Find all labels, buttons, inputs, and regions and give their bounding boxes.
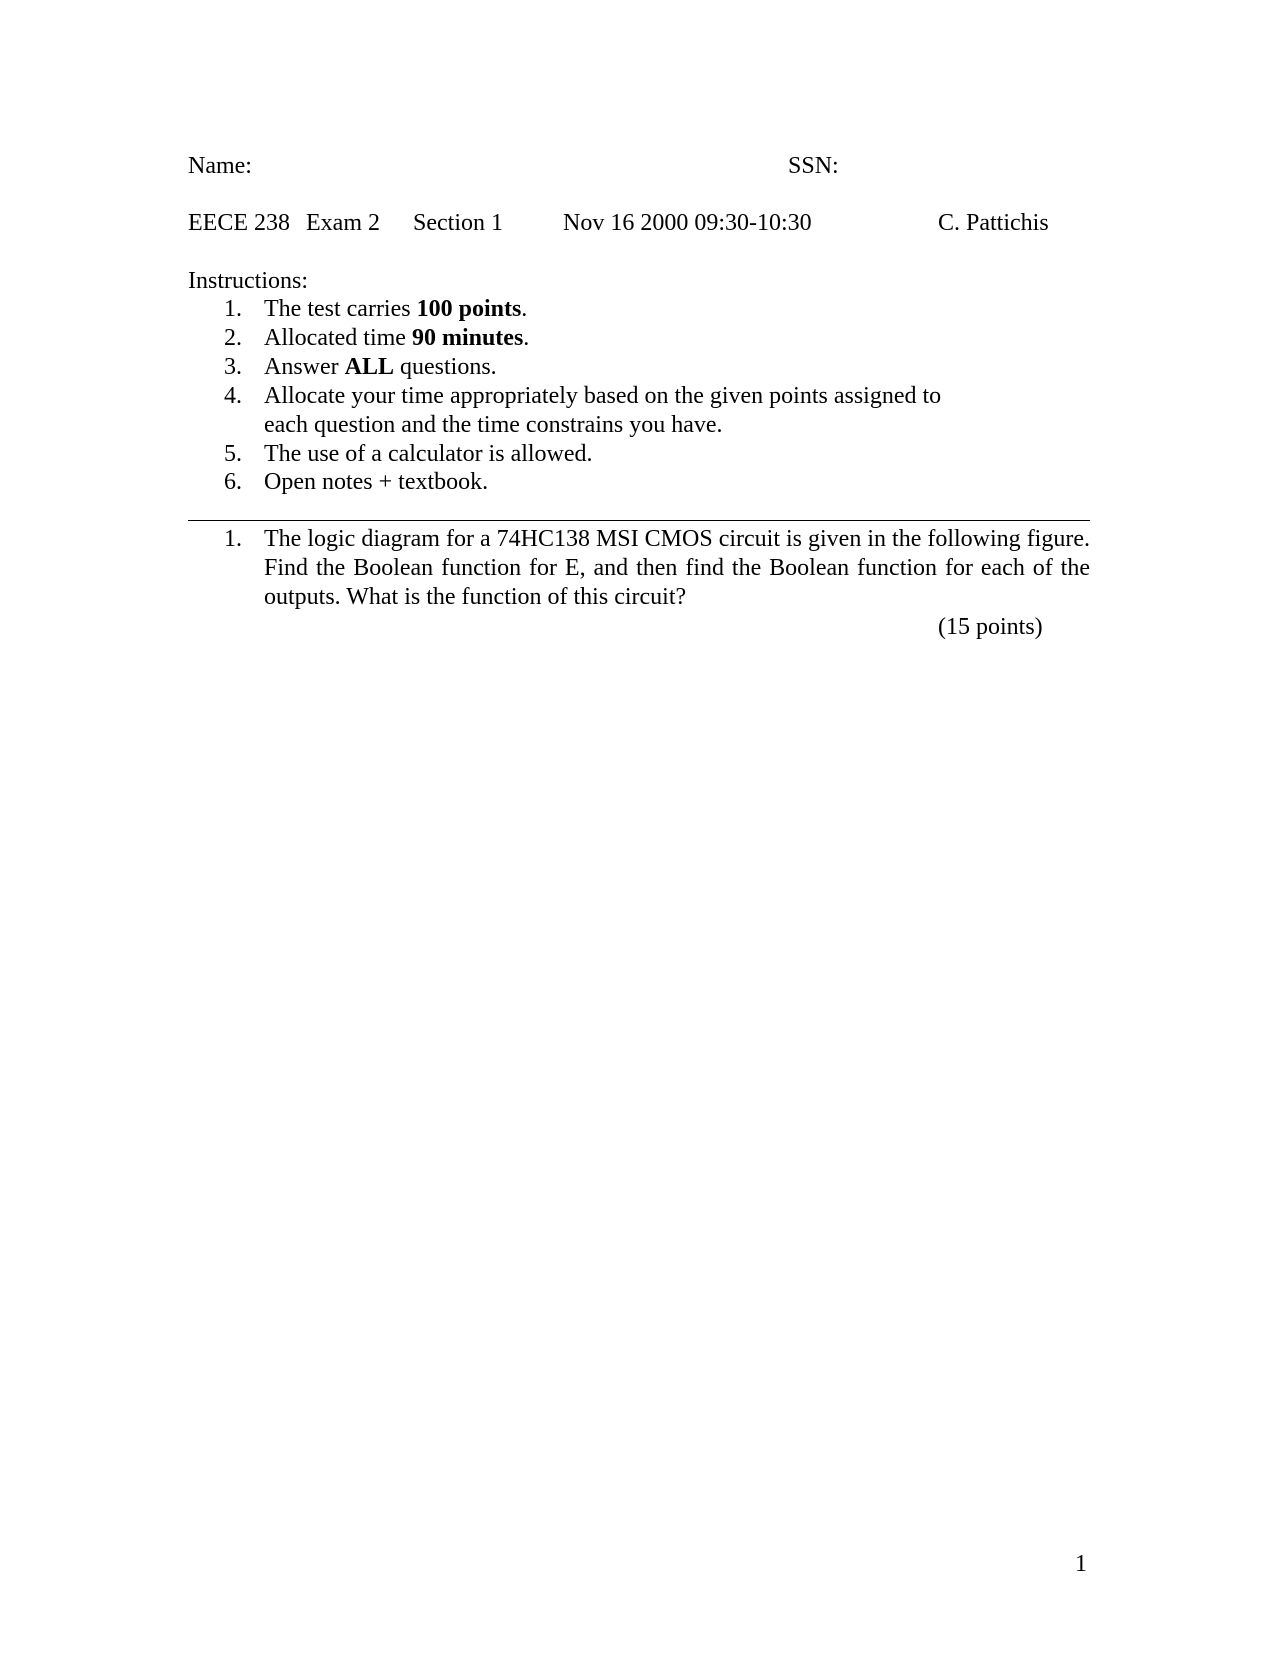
instruction-text: The use of a calculator is allowed. <box>264 440 593 467</box>
question-points: (15 points) <box>938 614 1043 640</box>
list-item <box>188 324 1088 353</box>
instructions-heading: Instructions: <box>188 268 308 294</box>
instruction-text: Open notes + textbook. <box>264 469 489 496</box>
page-number: 1 <box>1075 1551 1087 1577</box>
instruction-text-end: . <box>523 324 530 351</box>
section-label: Section 1 <box>413 210 503 236</box>
list-item-number: 2. <box>224 324 242 351</box>
instruction-text-end: questions. <box>394 353 497 380</box>
instructor-name: C. Pattichis <box>938 210 1049 236</box>
instruction-text: Answer <box>264 353 345 380</box>
instruction-text: The test carries <box>264 296 417 322</box>
instruction-emphasis: ALL <box>344 353 395 380</box>
list-item-number: 4. <box>224 382 242 409</box>
list-item <box>188 440 1088 469</box>
exam-datetime: Nov 16 2000 09:30-10:30 <box>563 210 812 236</box>
question-text: The logic diagram for a 74HC138 MSI CMOS circuit is given in the following figure. Find the Boolean function for E, and then find the Boolean function for each of the outputs. What is the function of this circuit? <box>264 526 1090 610</box>
instruction-emphasis: 90 minutes <box>411 324 524 351</box>
list-item-number: 6. <box>224 469 242 496</box>
list-item <box>188 382 1088 440</box>
list-item-number: 3. <box>224 353 242 380</box>
instruction-text: Allocated time <box>264 324 412 351</box>
list-item-number: 1. <box>224 296 242 322</box>
list-item <box>188 295 1088 324</box>
instruction-emphasis: 100 points <box>416 296 522 322</box>
section-divider <box>188 520 1090 521</box>
question-1 <box>188 525 1090 612</box>
name-label: Name: <box>188 153 252 179</box>
instruction-text-end: . <box>521 296 528 322</box>
question-number: 1. <box>224 526 242 552</box>
exam-title: Exam 2 <box>306 210 380 236</box>
course-code: EECE 238 <box>188 210 290 236</box>
list-item <box>188 468 1088 497</box>
list-item <box>188 353 1088 382</box>
instructions-list <box>188 295 1088 497</box>
instruction-text: Allocate your time appropriately based on the given points assigned to each question and the time constrains you have. <box>264 382 942 438</box>
list-item-number: 5. <box>224 440 242 467</box>
ssn-label: SSN: <box>788 153 839 179</box>
